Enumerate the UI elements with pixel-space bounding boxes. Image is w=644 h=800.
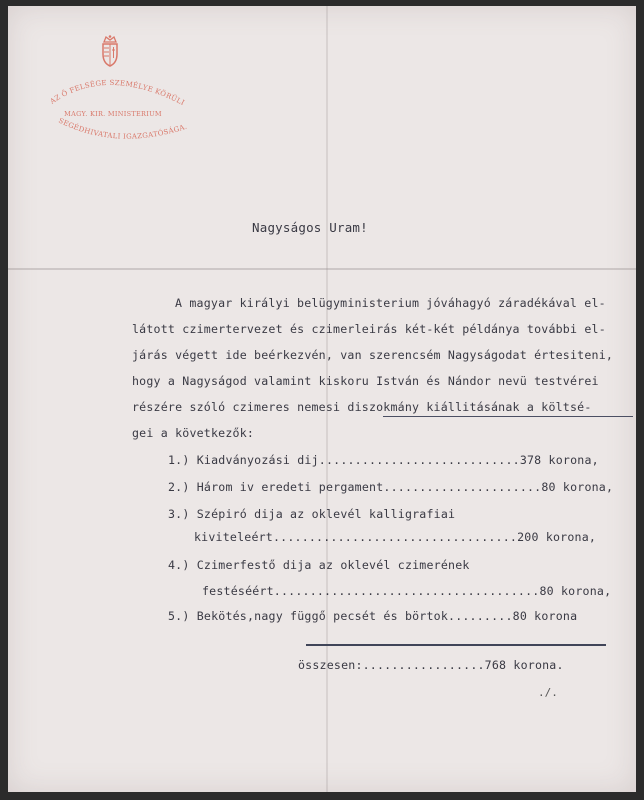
stamp-text-arcs [38, 34, 198, 152]
stamp-middle-text: MAGY. KIR. MINISTERIUM [64, 110, 162, 118]
stamp-bottom-text: SEGÉDHIVATALI IGAZGATÓSÁGA. [57, 116, 189, 141]
body-line-6: gei a következők: [132, 426, 255, 440]
stamp-top-text: AZ Ő FELSÉGE SZEMÉLYE KÖRÜLI [48, 78, 186, 108]
body-line-4: hogy a Nagyságod valamint kiskoru István és Nándor nevü testvérei [132, 374, 599, 388]
letter-paper [8, 6, 636, 792]
paper-fold-horizontal [8, 268, 636, 270]
end-mark: ./. [538, 686, 558, 699]
cost-item-3: 3.) Szépiró dija az oklevél kalligrafiai [168, 507, 456, 521]
cost-item-1: 1.) Kiadványozási dij............................378 korona, [168, 453, 599, 467]
body-line-5: részére szóló czimeres nemesi diszokmány kiállitásának a költsé- [132, 400, 592, 414]
cost-item-2: 2.) Három iv eredeti pergament......................80 korona, [168, 480, 614, 494]
ministry-stamp [38, 34, 198, 152]
paper-fold-vertical [326, 6, 328, 792]
total-rule [306, 644, 606, 646]
total-line: összesen:.................768 korona. [298, 658, 564, 672]
cost-item-3-cont: kiviteleért..................................200 korona, [194, 530, 597, 544]
cost-item-4: 4.) Czimerfestő dija az oklevél czimerének [168, 558, 470, 572]
svg-text:AZ Ő FELSÉGE SZEMÉLYE KÖRÜLI [48, 79, 186, 107]
body-line-1: A magyar királyi belügyministerium jóváhagyó záradékával el- [175, 296, 606, 310]
cost-item-5: 5.) Bekötés,nagy függő pecsét és börtok.........80 korona [168, 609, 578, 623]
body-line-3: járás végett ide beérkezvén, van szerencsém Nagyságodat értesiteni, [132, 348, 614, 362]
ink-underline [383, 416, 633, 417]
cost-item-4-cont: festéséért.....................................80 korona, [202, 584, 612, 598]
body-line-2: látott czimertervezet és czimerleirás két-két példánya további el- [132, 322, 606, 336]
salutation: Nagyságos Uram! [252, 220, 368, 235]
svg-text:SEGÉDHIVATALI IGAZGATÓSÁGA. [57, 117, 188, 141]
